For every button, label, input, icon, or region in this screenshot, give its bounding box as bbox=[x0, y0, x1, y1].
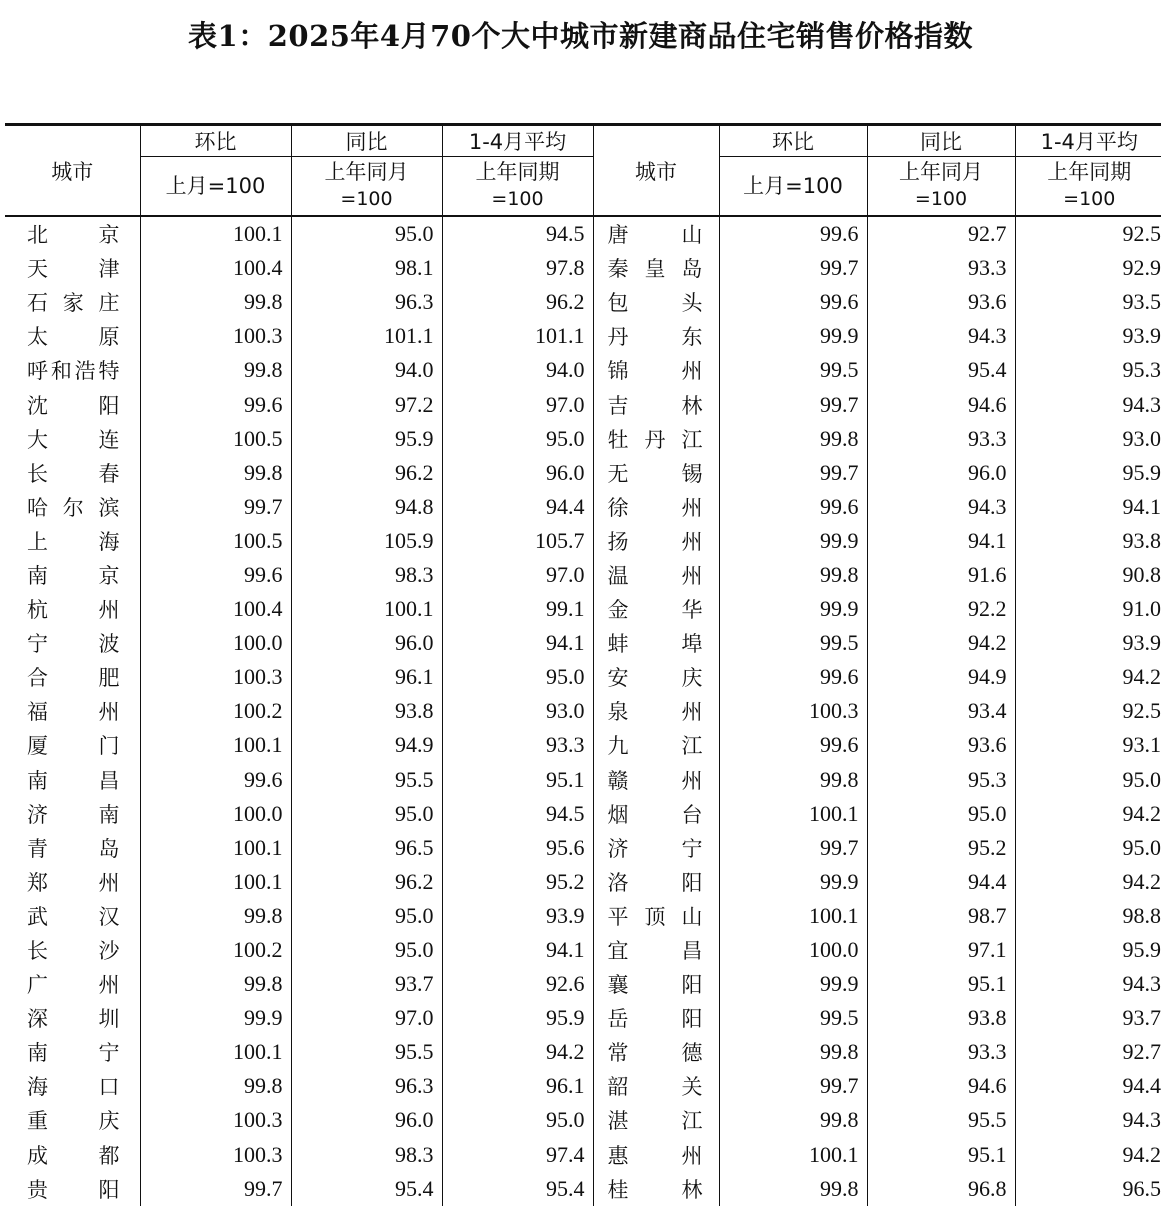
avg-right-cell: 93.7 bbox=[1015, 1001, 1161, 1035]
mom-left-cell: 100.1 bbox=[140, 1035, 291, 1069]
mom-left-cell: 100.3 bbox=[140, 319, 291, 353]
header-avg-base-line2: =100 bbox=[491, 188, 544, 210]
mom-left-cell: 100.0 bbox=[140, 797, 291, 831]
avg-left-cell: 95.1 bbox=[442, 763, 593, 797]
city-left-cell: 北京 bbox=[5, 216, 140, 251]
avg-right-cell: 92.5 bbox=[1015, 216, 1161, 251]
mom-right-cell: 99.6 bbox=[719, 490, 867, 524]
avg-right-cell: 94.4 bbox=[1015, 1069, 1161, 1103]
city-left-cell: 南宁 bbox=[5, 1035, 140, 1069]
table-row bbox=[5, 1103, 1161, 1137]
city-right-cell: 吉林 bbox=[593, 387, 719, 421]
header-yoy-base-line2: =100 bbox=[340, 188, 393, 210]
mom-right-cell: 99.6 bbox=[719, 728, 867, 762]
avg-right-cell: 98.8 bbox=[1015, 899, 1161, 933]
yoy-right-cell: 96.0 bbox=[867, 456, 1015, 490]
city-left-cell: 深圳 bbox=[5, 1001, 140, 1035]
price-index-table-container bbox=[5, 123, 1161, 1206]
mom-right-cell: 99.5 bbox=[719, 626, 867, 660]
city-left-cell: 青岛 bbox=[5, 831, 140, 865]
mom-left-cell: 100.3 bbox=[140, 660, 291, 694]
yoy-left-cell: 96.3 bbox=[291, 1069, 442, 1103]
yoy-right-cell: 93.3 bbox=[867, 251, 1015, 285]
mom-left-cell: 100.1 bbox=[140, 865, 291, 899]
mom-right-cell: 99.8 bbox=[719, 1103, 867, 1137]
avg-left-cell: 94.0 bbox=[442, 353, 593, 387]
avg-right-cell: 94.3 bbox=[1015, 1103, 1161, 1137]
mom-right-cell: 99.6 bbox=[719, 285, 867, 319]
yoy-right-cell: 93.4 bbox=[867, 694, 1015, 728]
mom-left-cell: 99.8 bbox=[140, 967, 291, 1001]
header-avg-left: 1-4月平均 bbox=[442, 125, 593, 157]
table-row bbox=[5, 1172, 1161, 1206]
mom-left-cell: 99.8 bbox=[140, 353, 291, 387]
table-row bbox=[5, 558, 1161, 592]
avg-left-cell: 97.0 bbox=[442, 558, 593, 592]
table-row bbox=[5, 831, 1161, 865]
yoy-right-cell: 94.6 bbox=[867, 1069, 1015, 1103]
avg-left-cell: 94.5 bbox=[442, 216, 593, 251]
mom-right-cell: 99.7 bbox=[719, 831, 867, 865]
city-left-cell: 广州 bbox=[5, 967, 140, 1001]
city-right-cell: 宜昌 bbox=[593, 933, 719, 967]
header-mom-base-right: 上月=100 bbox=[719, 157, 867, 217]
city-right-cell: 徐州 bbox=[593, 490, 719, 524]
mom-left-cell: 100.1 bbox=[140, 831, 291, 865]
yoy-left-cell: 101.1 bbox=[291, 319, 442, 353]
city-left-cell: 福州 bbox=[5, 694, 140, 728]
table-row bbox=[5, 1035, 1161, 1069]
avg-right-cell: 93.1 bbox=[1015, 728, 1161, 762]
mom-left-cell: 100.5 bbox=[140, 524, 291, 558]
avg-left-cell: 93.0 bbox=[442, 694, 593, 728]
mom-left-cell: 99.6 bbox=[140, 558, 291, 592]
avg-left-cell: 97.4 bbox=[442, 1138, 593, 1172]
table-row bbox=[5, 626, 1161, 660]
mom-right-cell: 99.6 bbox=[719, 660, 867, 694]
mom-right-cell: 100.1 bbox=[719, 1138, 867, 1172]
mom-right-cell: 99.9 bbox=[719, 319, 867, 353]
table-row bbox=[5, 728, 1161, 762]
mom-right-cell: 99.7 bbox=[719, 1069, 867, 1103]
avg-right-cell: 92.5 bbox=[1015, 694, 1161, 728]
yoy-left-cell: 94.8 bbox=[291, 490, 442, 524]
avg-left-cell: 95.6 bbox=[442, 831, 593, 865]
table-body bbox=[5, 216, 1161, 1206]
yoy-right-cell: 93.3 bbox=[867, 1035, 1015, 1069]
table-title: 表1：2025年4月70个大中城市新建商品住宅销售价格指数 bbox=[188, 19, 973, 53]
yoy-right-cell: 94.4 bbox=[867, 865, 1015, 899]
header-avg-base-left bbox=[442, 157, 593, 217]
city-left-cell: 合肥 bbox=[5, 660, 140, 694]
table-row bbox=[5, 660, 1161, 694]
avg-right-cell: 94.2 bbox=[1015, 1138, 1161, 1172]
avg-right-cell: 94.1 bbox=[1015, 490, 1161, 524]
avg-left-cell: 94.4 bbox=[442, 490, 593, 524]
avg-right-cell: 93.5 bbox=[1015, 285, 1161, 319]
city-left-cell: 石家庄 bbox=[5, 285, 140, 319]
city-left-cell: 呼和浩特 bbox=[5, 353, 140, 387]
avg-left-cell: 94.2 bbox=[442, 1035, 593, 1069]
header-avg-base-right bbox=[1015, 157, 1161, 217]
yoy-left-cell: 96.0 bbox=[291, 1103, 442, 1137]
header-avg-base-line1: 上年同期 bbox=[1047, 160, 1132, 184]
avg-right-cell: 94.2 bbox=[1015, 865, 1161, 899]
avg-left-cell: 97.8 bbox=[442, 251, 593, 285]
mom-left-cell: 100.2 bbox=[140, 694, 291, 728]
mom-right-cell: 99.8 bbox=[719, 422, 867, 456]
mom-left-cell: 99.8 bbox=[140, 456, 291, 490]
yoy-right-cell: 95.1 bbox=[867, 1138, 1015, 1172]
city-left-cell: 长沙 bbox=[5, 933, 140, 967]
yoy-right-cell: 92.7 bbox=[867, 216, 1015, 251]
mom-right-cell: 99.9 bbox=[719, 865, 867, 899]
avg-right-cell: 93.9 bbox=[1015, 626, 1161, 660]
yoy-right-cell: 94.2 bbox=[867, 626, 1015, 660]
yoy-left-cell: 95.0 bbox=[291, 216, 442, 251]
table-row bbox=[5, 456, 1161, 490]
city-left-cell: 长春 bbox=[5, 456, 140, 490]
city-right-cell: 惠州 bbox=[593, 1138, 719, 1172]
city-right-cell: 唐山 bbox=[593, 216, 719, 251]
city-left-cell: 郑州 bbox=[5, 865, 140, 899]
header-yoy-base-line2: =100 bbox=[914, 188, 968, 210]
avg-left-cell: 95.4 bbox=[442, 1172, 593, 1206]
city-left-cell: 贵阳 bbox=[5, 1172, 140, 1206]
mom-left-cell: 100.4 bbox=[140, 592, 291, 626]
city-left-cell: 厦门 bbox=[5, 728, 140, 762]
table-row bbox=[5, 865, 1161, 899]
avg-left-cell: 96.1 bbox=[442, 1069, 593, 1103]
table-row bbox=[5, 933, 1161, 967]
city-left-cell: 重庆 bbox=[5, 1103, 140, 1137]
yoy-left-cell: 96.3 bbox=[291, 285, 442, 319]
header-city-left: 城市 bbox=[5, 125, 140, 217]
yoy-right-cell: 98.7 bbox=[867, 899, 1015, 933]
mom-left-cell: 99.8 bbox=[140, 285, 291, 319]
avg-right-cell: 95.3 bbox=[1015, 353, 1161, 387]
yoy-left-cell: 96.1 bbox=[291, 660, 442, 694]
header-yoy-base-line1: 上年同月 bbox=[324, 160, 409, 184]
table-row bbox=[5, 967, 1161, 1001]
header-yoy-base-left bbox=[291, 157, 442, 217]
avg-left-cell: 94.5 bbox=[442, 797, 593, 831]
header-yoy-base-right bbox=[867, 157, 1015, 217]
city-right-cell: 湛江 bbox=[593, 1103, 719, 1137]
city-right-cell: 无锡 bbox=[593, 456, 719, 490]
mom-right-cell: 99.7 bbox=[719, 456, 867, 490]
table-row bbox=[5, 285, 1161, 319]
avg-left-cell: 94.1 bbox=[442, 626, 593, 660]
yoy-right-cell: 95.3 bbox=[867, 763, 1015, 797]
mom-right-cell: 99.9 bbox=[719, 592, 867, 626]
city-left-cell: 沈阳 bbox=[5, 387, 140, 421]
yoy-left-cell: 100.1 bbox=[291, 592, 442, 626]
mom-left-cell: 100.4 bbox=[140, 251, 291, 285]
header-yoy-base-line1: 上年同月 bbox=[899, 160, 983, 184]
avg-left-cell: 97.0 bbox=[442, 387, 593, 421]
city-left-cell: 大连 bbox=[5, 422, 140, 456]
price-index-table bbox=[5, 123, 1161, 1206]
yoy-left-cell: 94.9 bbox=[291, 728, 442, 762]
city-left-cell: 杭州 bbox=[5, 592, 140, 626]
yoy-left-cell: 95.4 bbox=[291, 1172, 442, 1206]
mom-right-cell: 99.7 bbox=[719, 387, 867, 421]
table-row bbox=[5, 797, 1161, 831]
avg-right-cell: 93.8 bbox=[1015, 524, 1161, 558]
mom-left-cell: 99.9 bbox=[140, 1001, 291, 1035]
yoy-right-cell: 91.6 bbox=[867, 558, 1015, 592]
avg-right-cell: 95.9 bbox=[1015, 456, 1161, 490]
yoy-right-cell: 93.8 bbox=[867, 1001, 1015, 1035]
yoy-right-cell: 93.6 bbox=[867, 285, 1015, 319]
city-left-cell: 南昌 bbox=[5, 763, 140, 797]
mom-right-cell: 99.6 bbox=[719, 216, 867, 251]
city-right-cell: 金华 bbox=[593, 592, 719, 626]
city-right-cell: 蚌埠 bbox=[593, 626, 719, 660]
city-right-cell: 安庆 bbox=[593, 660, 719, 694]
mom-left-cell: 100.1 bbox=[140, 216, 291, 251]
yoy-right-cell: 93.3 bbox=[867, 422, 1015, 456]
yoy-left-cell: 98.1 bbox=[291, 251, 442, 285]
header-avg-base-line1: 上年同期 bbox=[475, 160, 560, 184]
mom-right-cell: 100.0 bbox=[719, 933, 867, 967]
header-mom-left: 环比 bbox=[140, 125, 291, 157]
city-right-cell: 丹东 bbox=[593, 319, 719, 353]
city-right-cell: 岳阳 bbox=[593, 1001, 719, 1035]
city-left-cell: 哈尔滨 bbox=[5, 490, 140, 524]
city-right-cell: 常德 bbox=[593, 1035, 719, 1069]
mom-right-cell: 99.8 bbox=[719, 558, 867, 592]
avg-left-cell: 94.1 bbox=[442, 933, 593, 967]
yoy-right-cell: 94.9 bbox=[867, 660, 1015, 694]
table-row bbox=[5, 899, 1161, 933]
city-left-cell: 宁波 bbox=[5, 626, 140, 660]
table-row bbox=[5, 216, 1161, 251]
table-row bbox=[5, 319, 1161, 353]
avg-right-cell: 94.3 bbox=[1015, 967, 1161, 1001]
avg-right-cell: 91.0 bbox=[1015, 592, 1161, 626]
avg-right-cell: 93.9 bbox=[1015, 319, 1161, 353]
header-mom-base-left: 上月=100 bbox=[140, 157, 291, 217]
city-right-cell: 牡丹江 bbox=[593, 422, 719, 456]
yoy-right-cell: 93.6 bbox=[867, 728, 1015, 762]
avg-right-cell: 92.7 bbox=[1015, 1035, 1161, 1069]
city-left-cell: 成都 bbox=[5, 1138, 140, 1172]
yoy-left-cell: 95.0 bbox=[291, 933, 442, 967]
mom-left-cell: 100.2 bbox=[140, 933, 291, 967]
table-row bbox=[5, 592, 1161, 626]
yoy-left-cell: 97.2 bbox=[291, 387, 442, 421]
avg-left-cell: 95.0 bbox=[442, 1103, 593, 1137]
city-right-cell: 洛阳 bbox=[593, 865, 719, 899]
table-row bbox=[5, 1069, 1161, 1103]
city-right-cell: 烟台 bbox=[593, 797, 719, 831]
yoy-left-cell: 95.9 bbox=[291, 422, 442, 456]
avg-right-cell: 96.5 bbox=[1015, 1172, 1161, 1206]
table-row bbox=[5, 251, 1161, 285]
yoy-left-cell: 96.5 bbox=[291, 831, 442, 865]
table-row bbox=[5, 763, 1161, 797]
table-row bbox=[5, 694, 1161, 728]
mom-right-cell: 99.9 bbox=[719, 524, 867, 558]
avg-left-cell: 99.1 bbox=[442, 592, 593, 626]
avg-right-cell: 95.0 bbox=[1015, 831, 1161, 865]
avg-left-cell: 101.1 bbox=[442, 319, 593, 353]
table-row bbox=[5, 1001, 1161, 1035]
yoy-left-cell: 94.0 bbox=[291, 353, 442, 387]
city-right-cell: 泉州 bbox=[593, 694, 719, 728]
mom-right-cell: 99.5 bbox=[719, 353, 867, 387]
city-right-cell: 韶关 bbox=[593, 1069, 719, 1103]
city-right-cell: 锦州 bbox=[593, 353, 719, 387]
yoy-right-cell: 94.1 bbox=[867, 524, 1015, 558]
mom-right-cell: 99.9 bbox=[719, 967, 867, 1001]
yoy-left-cell: 95.0 bbox=[291, 797, 442, 831]
yoy-right-cell: 95.1 bbox=[867, 967, 1015, 1001]
mom-left-cell: 99.8 bbox=[140, 1069, 291, 1103]
mom-left-cell: 99.6 bbox=[140, 387, 291, 421]
city-left-cell: 上海 bbox=[5, 524, 140, 558]
mom-left-cell: 100.3 bbox=[140, 1138, 291, 1172]
table-row bbox=[5, 490, 1161, 524]
yoy-left-cell: 95.5 bbox=[291, 1035, 442, 1069]
mom-right-cell: 99.5 bbox=[719, 1001, 867, 1035]
table-header bbox=[5, 125, 1161, 217]
yoy-right-cell: 97.1 bbox=[867, 933, 1015, 967]
city-right-cell: 赣州 bbox=[593, 763, 719, 797]
mom-right-cell: 99.8 bbox=[719, 1172, 867, 1206]
header-avg-right: 1-4月平均 bbox=[1015, 125, 1161, 157]
header-avg-base-line2: =100 bbox=[1063, 188, 1116, 210]
city-right-cell: 桂林 bbox=[593, 1172, 719, 1206]
city-left-cell: 武汉 bbox=[5, 899, 140, 933]
avg-left-cell: 105.7 bbox=[442, 524, 593, 558]
city-right-cell: 温州 bbox=[593, 558, 719, 592]
mom-left-cell: 100.5 bbox=[140, 422, 291, 456]
avg-right-cell: 92.9 bbox=[1015, 251, 1161, 285]
mom-left-cell: 100.1 bbox=[140, 728, 291, 762]
city-left-cell: 太原 bbox=[5, 319, 140, 353]
avg-left-cell: 93.9 bbox=[442, 899, 593, 933]
avg-left-cell: 92.6 bbox=[442, 967, 593, 1001]
mom-left-cell: 99.7 bbox=[140, 490, 291, 524]
yoy-left-cell: 96.2 bbox=[291, 865, 442, 899]
table-row bbox=[5, 524, 1161, 558]
yoy-right-cell: 95.5 bbox=[867, 1103, 1015, 1137]
yoy-right-cell: 95.4 bbox=[867, 353, 1015, 387]
avg-left-cell: 95.2 bbox=[442, 865, 593, 899]
mom-right-cell: 100.1 bbox=[719, 797, 867, 831]
avg-right-cell: 94.3 bbox=[1015, 387, 1161, 421]
city-left-cell: 南京 bbox=[5, 558, 140, 592]
yoy-left-cell: 98.3 bbox=[291, 1138, 442, 1172]
mom-right-cell: 100.3 bbox=[719, 694, 867, 728]
mom-left-cell: 100.3 bbox=[140, 1103, 291, 1137]
table-row bbox=[5, 353, 1161, 387]
table-row bbox=[5, 1138, 1161, 1172]
mom-left-cell: 100.0 bbox=[140, 626, 291, 660]
yoy-right-cell: 94.6 bbox=[867, 387, 1015, 421]
yoy-left-cell: 95.5 bbox=[291, 763, 442, 797]
avg-right-cell: 90.8 bbox=[1015, 558, 1161, 592]
mom-left-cell: 99.6 bbox=[140, 763, 291, 797]
mom-right-cell: 99.8 bbox=[719, 763, 867, 797]
avg-left-cell: 95.0 bbox=[442, 660, 593, 694]
mom-right-cell: 100.1 bbox=[719, 899, 867, 933]
avg-left-cell: 96.2 bbox=[442, 285, 593, 319]
city-right-cell: 扬州 bbox=[593, 524, 719, 558]
yoy-right-cell: 92.2 bbox=[867, 592, 1015, 626]
mom-left-cell: 99.8 bbox=[140, 899, 291, 933]
table-row bbox=[5, 387, 1161, 421]
avg-right-cell: 94.2 bbox=[1015, 797, 1161, 831]
yoy-right-cell: 96.8 bbox=[867, 1172, 1015, 1206]
table-row bbox=[5, 422, 1161, 456]
city-right-cell: 包头 bbox=[593, 285, 719, 319]
city-left-cell: 天津 bbox=[5, 251, 140, 285]
avg-right-cell: 95.0 bbox=[1015, 763, 1161, 797]
city-right-cell: 秦皇岛 bbox=[593, 251, 719, 285]
avg-left-cell: 95.0 bbox=[442, 422, 593, 456]
yoy-right-cell: 95.2 bbox=[867, 831, 1015, 865]
avg-right-cell: 95.9 bbox=[1015, 933, 1161, 967]
avg-right-cell: 94.2 bbox=[1015, 660, 1161, 694]
header-mom-right: 环比 bbox=[719, 125, 867, 157]
avg-left-cell: 93.3 bbox=[442, 728, 593, 762]
yoy-left-cell: 96.0 bbox=[291, 626, 442, 660]
header-yoy-left: 同比 bbox=[291, 125, 442, 157]
yoy-left-cell: 95.0 bbox=[291, 899, 442, 933]
yoy-left-cell: 93.8 bbox=[291, 694, 442, 728]
avg-left-cell: 95.9 bbox=[442, 1001, 593, 1035]
yoy-left-cell: 96.2 bbox=[291, 456, 442, 490]
yoy-left-cell: 93.7 bbox=[291, 967, 442, 1001]
yoy-left-cell: 97.0 bbox=[291, 1001, 442, 1035]
mom-right-cell: 99.8 bbox=[719, 1035, 867, 1069]
yoy-left-cell: 98.3 bbox=[291, 558, 442, 592]
city-right-cell: 济宁 bbox=[593, 831, 719, 865]
city-right-cell: 平顶山 bbox=[593, 899, 719, 933]
mom-right-cell: 99.7 bbox=[719, 251, 867, 285]
header-city-right: 城市 bbox=[593, 125, 719, 217]
city-right-cell: 九江 bbox=[593, 728, 719, 762]
yoy-right-cell: 94.3 bbox=[867, 319, 1015, 353]
yoy-right-cell: 95.0 bbox=[867, 797, 1015, 831]
city-left-cell: 海口 bbox=[5, 1069, 140, 1103]
yoy-right-cell: 94.3 bbox=[867, 490, 1015, 524]
mom-left-cell: 99.7 bbox=[140, 1172, 291, 1206]
header-yoy-right: 同比 bbox=[867, 125, 1015, 157]
avg-right-cell: 93.0 bbox=[1015, 422, 1161, 456]
avg-left-cell: 96.0 bbox=[442, 456, 593, 490]
yoy-left-cell: 105.9 bbox=[291, 524, 442, 558]
city-right-cell: 襄阳 bbox=[593, 967, 719, 1001]
city-left-cell: 济南 bbox=[5, 797, 140, 831]
